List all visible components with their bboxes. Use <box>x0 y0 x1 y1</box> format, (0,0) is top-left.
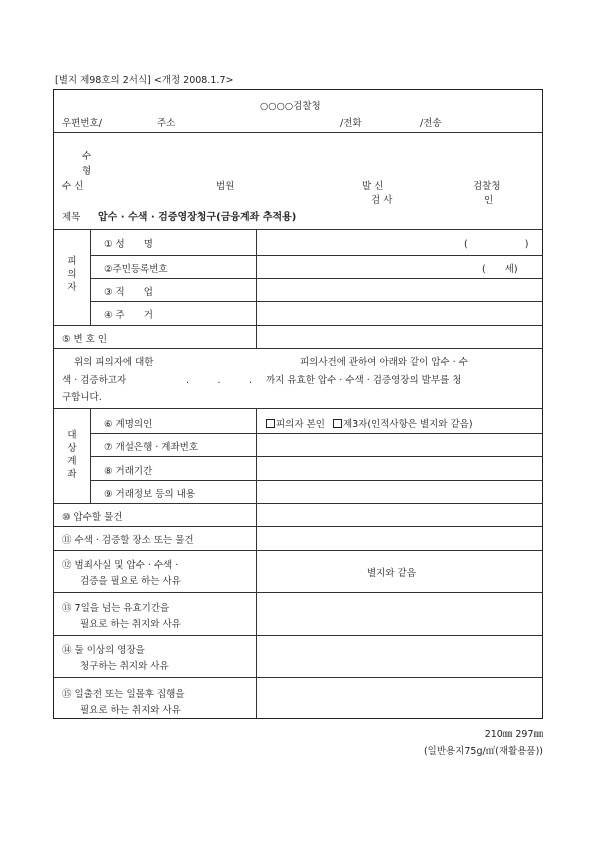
court-label: 법원 <box>216 181 235 192</box>
crime-facts-label-1: ⑫ 범죄사실 및 압수 · 수색 · <box>62 560 179 571</box>
account-holder-label: ⑥ 계명의인 <box>104 419 153 430</box>
divider <box>90 255 542 256</box>
divider <box>90 408 91 503</box>
third-party-option-label: 제3자(인적사항은 별지와 같음) <box>342 419 473 430</box>
night-execution-label-1: ⑮ 일출전 또는 일몰후 집행을 <box>62 689 185 700</box>
paper-size: 210㎜ 297㎜ <box>484 729 543 740</box>
subject-text: 압수 · 수색 · 검증영장청구(금융계좌 추적용) <box>98 212 297 223</box>
divider <box>54 503 542 504</box>
request-line-1b: 피의사건에 관하여 아래와 같이 압수 · 수 <box>300 357 468 368</box>
validity-reason-label-1: ⑬ 7일을 넘는 유효기간을 <box>62 603 170 614</box>
self-checkbox[interactable] <box>266 419 275 428</box>
seizure-items-label: ⑩ 압수할 물건 <box>62 512 123 523</box>
divider <box>54 677 542 678</box>
third-party-checkbox[interactable] <box>333 419 342 428</box>
lawyer-label: ⑤ 변 호 인 <box>62 334 108 345</box>
divider <box>54 408 542 409</box>
divider <box>90 229 91 325</box>
request-line-2b: 까지 유효한 압수 · 수색 · 검증영장의 발부를 청 <box>266 375 462 386</box>
divider <box>54 635 542 636</box>
suspect-group-label: 피 의 자 <box>67 256 77 293</box>
transaction-info-label: ⑨ 거래정보 등의 내용 <box>104 489 195 500</box>
sender-office: 검찰청 <box>473 181 501 192</box>
divider <box>90 480 542 481</box>
phone-label: /전화 <box>340 118 362 129</box>
request-line-3: 구합니다. <box>62 392 102 403</box>
suspect-age-value: ( 세) <box>482 264 518 275</box>
fax-label: /전송 <box>420 118 442 129</box>
validity-reason-label-2: 필요로 하는 취지와 사유 <box>80 619 181 630</box>
seal-label: 인 <box>484 195 494 206</box>
multiple-warrant-label-2: 청구하는 취지와 사유 <box>80 661 169 672</box>
divider <box>54 229 542 230</box>
subject-label: 제목 <box>62 212 81 223</box>
transaction-period-label: ⑧ 거래기간 <box>104 466 153 477</box>
suspect-residence-label: ④ 주 거 <box>104 310 153 321</box>
divider <box>54 550 542 551</box>
divider <box>256 229 257 348</box>
request-line-1: 위의 피의자에 대한 <box>74 357 154 368</box>
night-execution-label-2: 필요로 하는 취지와 사유 <box>80 705 181 716</box>
divider <box>90 456 542 457</box>
request-line-2a: 색 · 검증하고자 <box>62 375 127 386</box>
recipient-label: 수 신 <box>62 181 84 192</box>
form-number-header: [별지 제98호의 2서식] <개정 2008.1.7> <box>55 75 234 86</box>
suspect-job-label: ③ 직 업 <box>104 287 153 298</box>
sender-label: 발 신 <box>362 181 384 192</box>
request-date-dots: . . . <box>186 375 253 386</box>
crime-facts-value: 별지와 같음 <box>367 568 416 579</box>
divider <box>256 408 257 718</box>
divider <box>90 301 542 302</box>
target-account-group-label: 대 상 계 좌 <box>67 430 77 480</box>
crime-facts-label-2: 검증을 필요로 하는 사유 <box>80 576 181 587</box>
search-place-label: ⑪ 수색 · 검증할 장소 또는 물건 <box>62 535 194 546</box>
postal-label: 우편번호/ <box>62 118 102 129</box>
self-option-label: 피의자 본인 <box>276 419 325 430</box>
warrant-form <box>53 89 543 719</box>
divider <box>54 592 542 593</box>
recipient-vertical-2: 형 <box>82 166 92 177</box>
divider <box>54 348 542 349</box>
account-holder-options <box>266 416 473 430</box>
divider <box>90 433 542 434</box>
address-label: 주소 <box>157 118 176 129</box>
divider <box>54 526 542 527</box>
bank-account-label: ⑦ 개설은행 · 계좌번호 <box>104 442 199 453</box>
divider <box>54 132 542 133</box>
suspect-id-label: ②주민등록번호 <box>104 264 168 275</box>
recipient-vertical-1: 수 <box>82 151 92 162</box>
office-name: ○○○○검찰청 <box>260 101 321 112</box>
suspect-name-value: ( ) <box>464 239 529 250</box>
divider <box>54 325 542 326</box>
prosecutor-label: 검 사 <box>371 195 393 206</box>
divider <box>90 278 542 279</box>
paper-spec: (일반용지75g/㎡(재활용품)) <box>423 746 543 757</box>
multiple-warrant-label-1: ⑭ 둘 이상의 영장을 <box>62 645 145 656</box>
suspect-name-label: ① 성 명 <box>104 239 153 250</box>
